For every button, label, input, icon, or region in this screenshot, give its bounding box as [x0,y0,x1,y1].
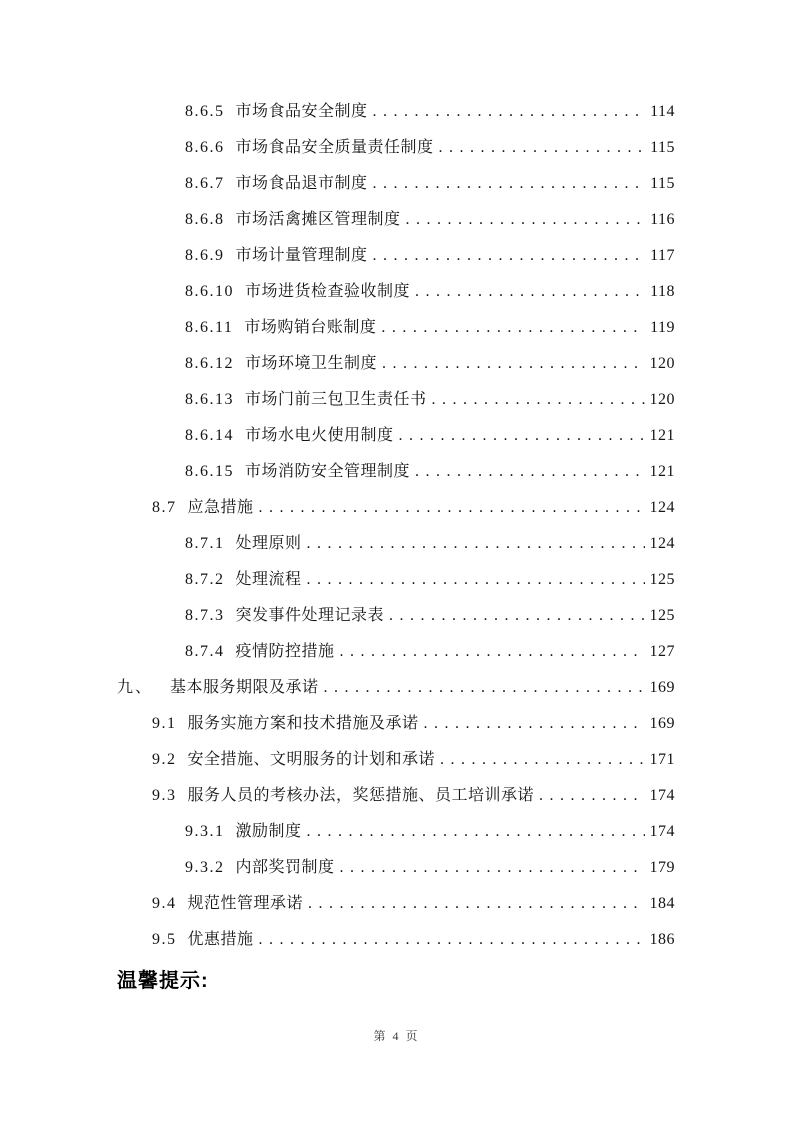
toc-entry[interactable] [117,346,675,382]
toc-entry-number: 9.3.2 [185,859,225,876]
dot-leader-icon [307,526,645,562]
toc-entry[interactable] [117,310,675,346]
toc-entry-title: 优惠措施 [187,931,254,948]
toc-entry-page: 117 [650,247,675,264]
toc-entry-page: 115 [650,139,675,156]
toc-entry-page: 121 [649,427,675,444]
toc-entry[interactable] [117,238,675,274]
toc-entry-page: 119 [650,319,675,336]
toc-entry-page: 174 [649,787,675,804]
toc-entry[interactable] [117,778,675,814]
toc-entry-page: 115 [650,175,675,192]
toc-entry[interactable] [117,598,675,634]
toc-entry-number: 8.6.5 [185,103,225,120]
dot-leader-icon [539,778,644,814]
toc-entry-title: 处理原则 [235,535,302,552]
dot-leader-icon [440,742,644,778]
toc-entry-page: 114 [650,103,675,120]
toc-entry-page: 174 [649,823,675,840]
toc-entry-page: 125 [649,607,675,624]
dot-leader-icon [382,346,644,382]
toc-entry-page: 124 [649,535,675,552]
toc-entry[interactable] [117,130,675,166]
toc-entry-number: 8.6.14 [185,427,234,444]
toc-entry-title: 处理流程 [235,571,302,588]
toc-entry-title: 疫情防控措施 [235,643,335,660]
toc-entry-number: 8.6.13 [185,391,234,408]
toc-entry-title: 市场环境卫生制度 [245,355,378,372]
toc-entry-page: 184 [649,895,675,912]
toc-entry[interactable] [117,274,675,310]
toc-entry-title: 服务实施方案和技术措施及承诺 [187,715,419,732]
dot-leader-icon [415,274,645,310]
toc-entry[interactable] [117,526,675,562]
page-footer: 第 4 页 [373,1029,420,1043]
toc-entry-title: 市场水电火使用制度 [245,427,394,444]
dot-leader-icon [415,454,644,490]
toc-entry-title: 内部奖罚制度 [235,859,335,876]
toc-entry-number: 8.6.6 [185,139,225,156]
toc-entry-title: 服务人员的考核办法，奖惩措施、员工培训承诺 [187,787,535,804]
toc-entry-number: 九、 [117,679,154,696]
toc-entry[interactable] [117,886,675,922]
toc-entry[interactable] [117,490,675,526]
toc-entry-page: 124 [649,499,675,516]
toc-entry[interactable] [117,634,675,670]
toc-entry-page: 120 [649,355,675,372]
dot-leader-icon [399,418,645,454]
toc-entry-number: 8.6.15 [185,463,234,480]
toc-entry-title: 市场消防安全管理制度 [245,463,411,480]
toc-entry-page: 186 [649,931,675,948]
toc-entry-page: 121 [649,463,675,480]
toc-entry-number: 8.6.10 [185,283,234,300]
toc-entry-title: 规范性管理承诺 [187,895,304,912]
dot-leader-icon [308,886,644,922]
dot-leader-icon [324,670,645,706]
toc-entry-page: 171 [649,751,675,768]
toc-entry-page: 125 [649,571,675,588]
dot-leader-icon [259,490,645,526]
table-of-contents [117,94,675,958]
toc-entry[interactable] [117,418,675,454]
toc-entry-title: 市场食品安全制度 [235,103,368,120]
toc-entry-number: 8.6.8 [185,211,225,228]
dot-leader-icon [340,850,645,886]
dot-leader-icon [259,922,645,958]
toc-entry-title: 基本服务期限及承诺 [170,679,319,696]
toc-entry-number: 8.6.9 [185,247,225,264]
dot-leader-icon [389,598,644,634]
toc-entry[interactable] [117,562,675,598]
toc-entry-page: 118 [650,283,675,300]
toc-entry-title: 市场购销台账制度 [244,319,377,336]
toc-entry-title: 应急措施 [187,499,254,516]
toc-entry-page: 116 [650,211,675,228]
dot-leader-icon [439,130,646,166]
toc-entry-title: 市场食品退市制度 [235,175,368,192]
note-heading: 温馨提示: [117,970,209,992]
toc-entry[interactable] [117,382,675,418]
toc-entry-title: 安全措施、文明服务的计划和承诺 [187,751,436,768]
toc-entry[interactable] [117,454,675,490]
toc-entry-number: 8.6.11 [185,319,234,336]
toc-entry-title: 市场门前三包卫生责任书 [245,391,427,408]
toc-entry-number: 8.7.4 [185,643,225,660]
toc-entry[interactable] [117,922,675,958]
toc-entry-number: 8.6.12 [185,355,234,372]
toc-entry[interactable] [117,94,675,130]
toc-entry[interactable] [117,742,675,778]
toc-entry-title: 市场活禽摊区管理制度 [235,211,401,228]
toc-entry-number: 9.3.1 [185,823,225,840]
toc-entry-title: 市场计量管理制度 [235,247,368,264]
toc-entry[interactable] [117,850,675,886]
toc-entry-page: 127 [649,643,675,660]
dot-leader-icon [373,238,646,274]
toc-entry-number: 9.1 [152,715,177,732]
toc-entry-number: 8.6.7 [185,175,225,192]
toc-entry-number: 9.3 [152,787,177,804]
toc-entry-number: 8.7.3 [185,607,225,624]
toc-entry-page: 169 [649,679,675,696]
dot-leader-icon [307,814,645,850]
toc-entry[interactable] [117,706,675,742]
toc-entry-number: 8.7.1 [185,535,225,552]
dot-leader-icon [381,310,645,346]
toc-entry[interactable] [117,814,675,850]
toc-entry-page: 120 [649,391,675,408]
dot-leader-icon [373,166,646,202]
toc-entry-number: 9.5 [152,931,177,948]
toc-entry-number: 9.2 [152,751,177,768]
dot-leader-icon [373,94,646,130]
toc-entry-title: 市场进货检查验收制度 [245,283,411,300]
toc-entry-page: 169 [649,715,675,732]
toc-entry-title: 突发事件处理记录表 [235,607,385,624]
toc-entry-number: 8.7.2 [185,571,225,588]
dot-leader-icon [406,202,646,238]
toc-entry-title: 激励制度 [235,823,302,840]
dot-leader-icon [432,382,645,418]
dot-leader-icon [424,706,645,742]
toc-entry[interactable] [117,166,675,202]
dot-leader-icon [307,562,645,598]
dot-leader-icon [340,634,645,670]
toc-entry-page: 179 [649,859,675,876]
toc-entry-number: 9.4 [152,895,177,912]
toc-entry[interactable] [117,202,675,238]
toc-entry-number: 8.7 [152,499,177,516]
toc-entry[interactable] [117,670,675,706]
toc-entry-title: 市场食品安全质量责任制度 [235,139,434,156]
